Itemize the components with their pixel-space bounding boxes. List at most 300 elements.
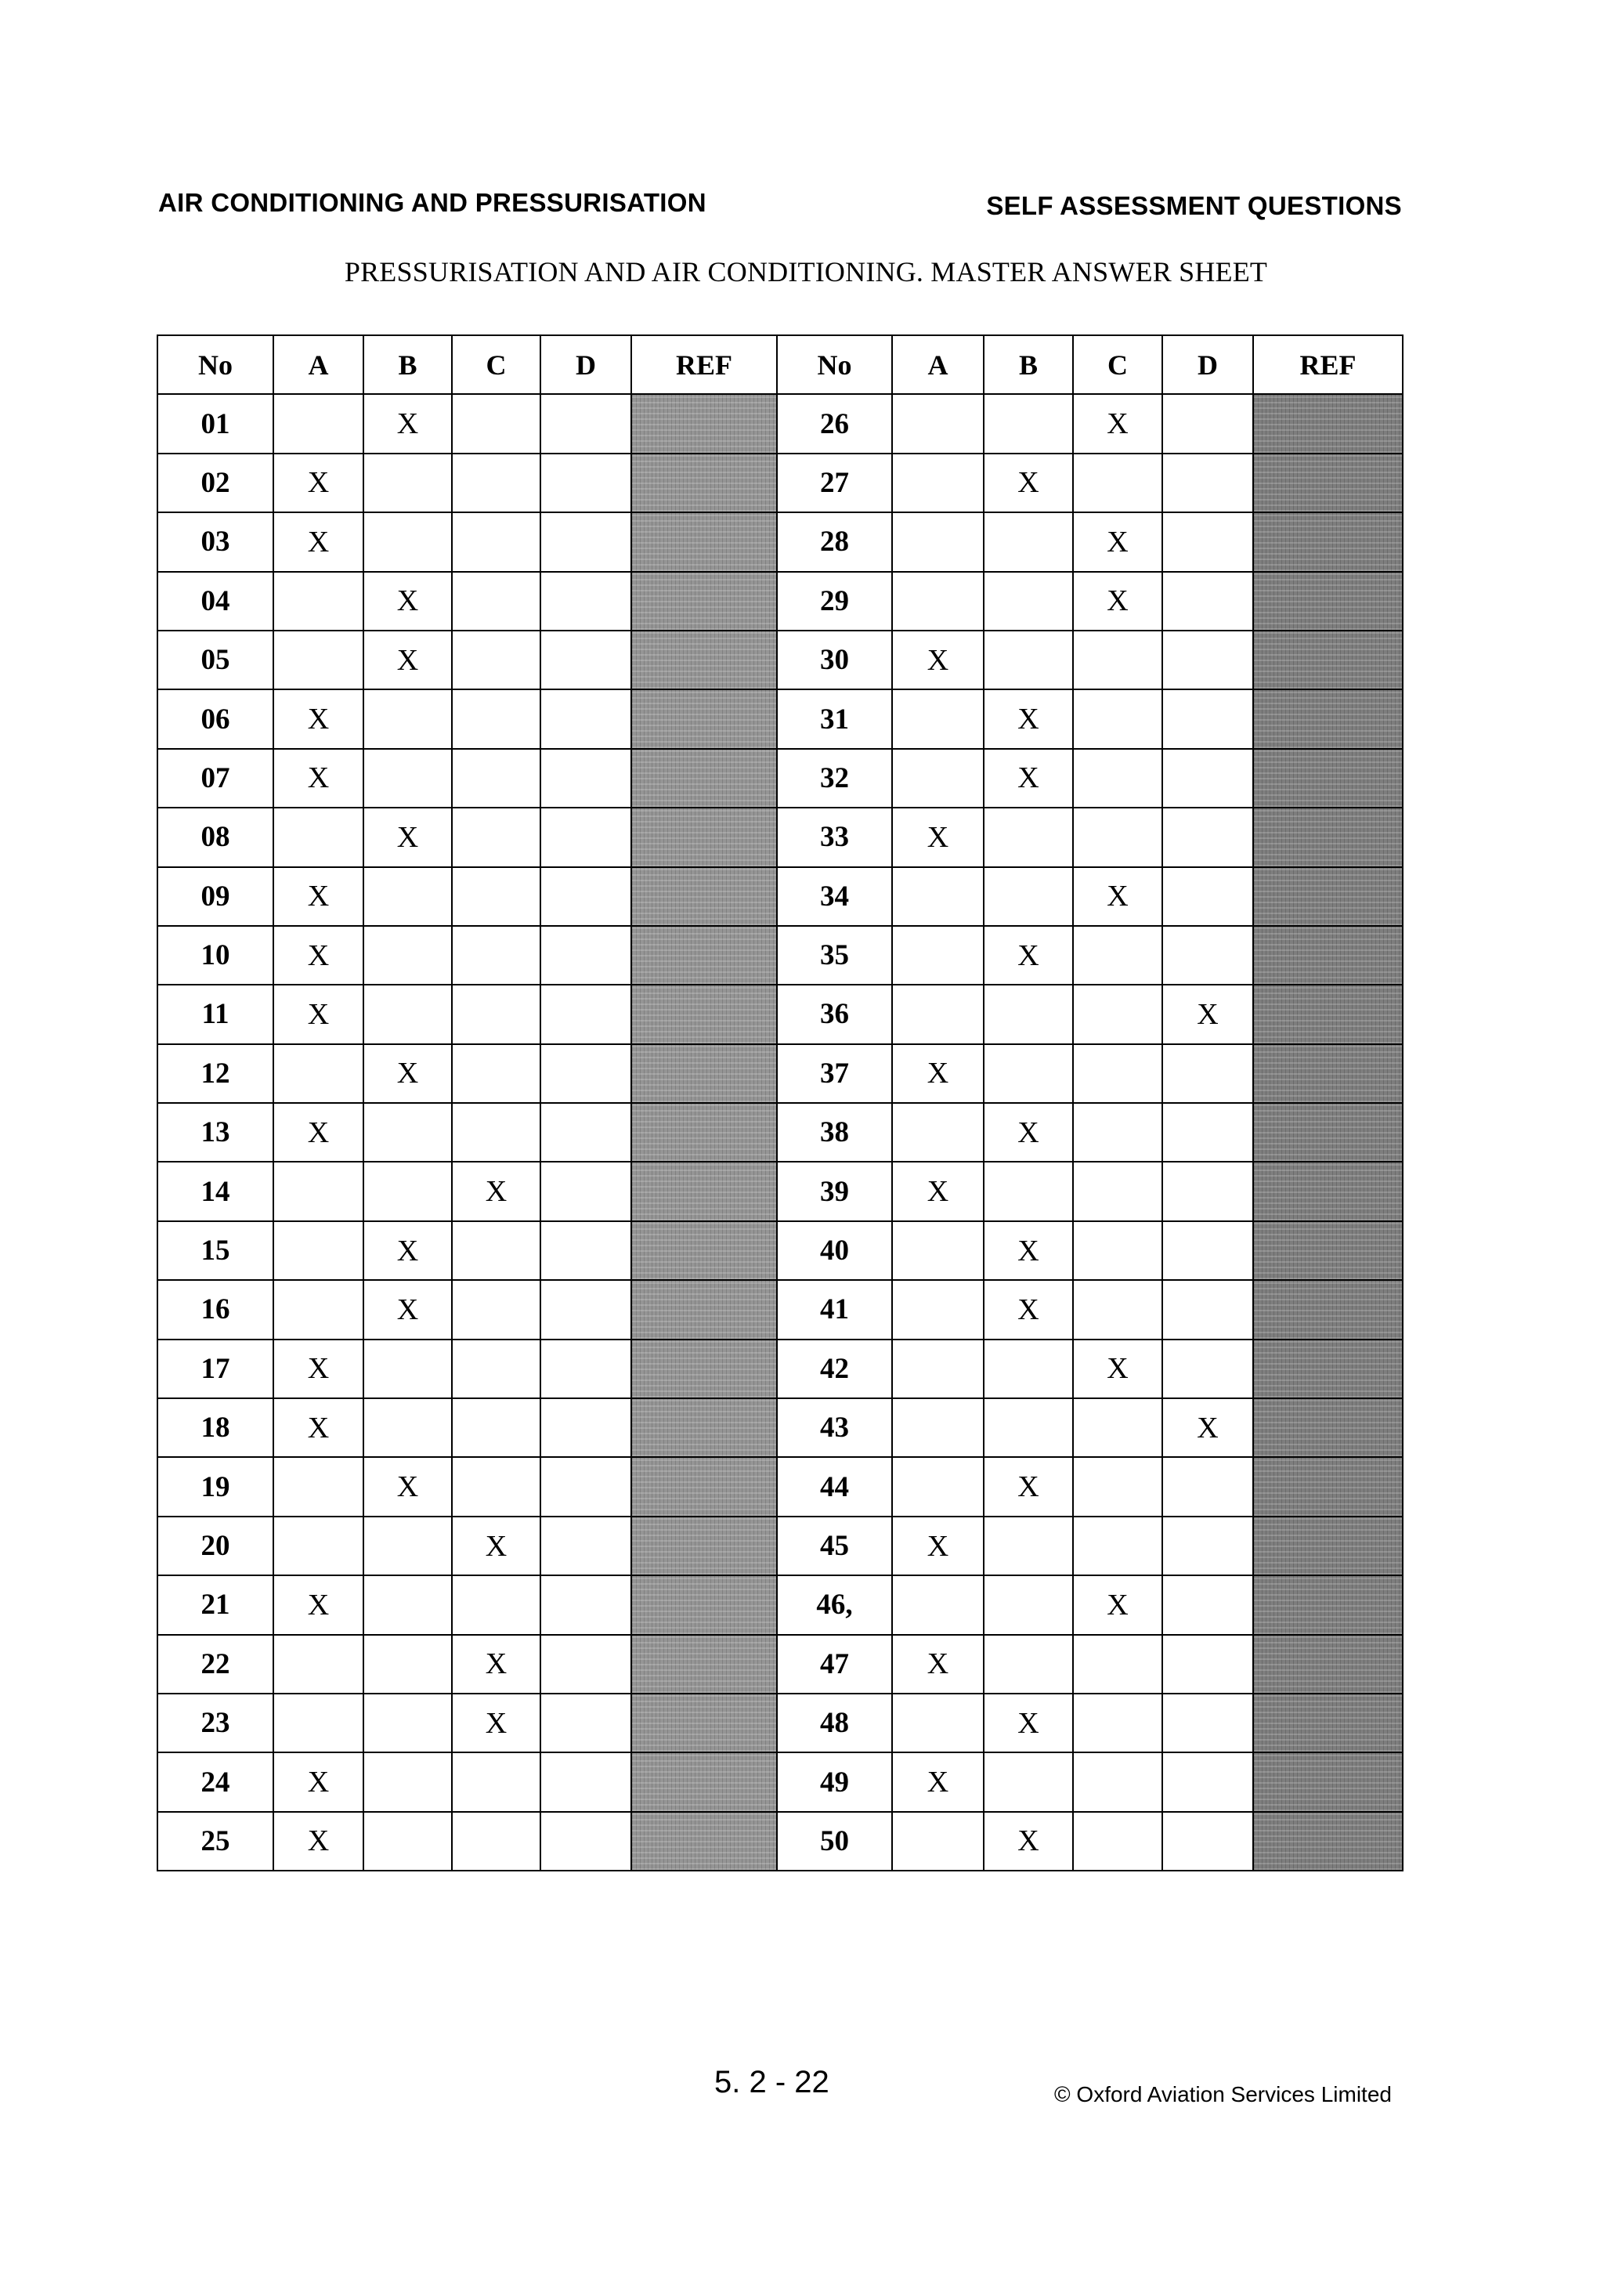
answer-b-cell (984, 1340, 1073, 1398)
answer-b-cell (363, 1812, 452, 1871)
question-number: 05 (157, 631, 273, 689)
answer-d-cell (1162, 1457, 1253, 1516)
ref-cell (631, 926, 777, 985)
answer-c-cell (1073, 808, 1162, 866)
question-number: 16 (157, 1280, 273, 1339)
answer-d-cell (540, 1398, 631, 1457)
table-row (157, 1103, 1403, 1162)
ref-cell (631, 689, 777, 748)
answer-b-cell (363, 454, 452, 512)
answer-a-cell (892, 689, 984, 748)
table-row (157, 749, 1403, 808)
answer-c-cell (452, 1280, 540, 1339)
answer-d-cell (540, 1694, 631, 1752)
answer-d-cell (540, 749, 631, 808)
ref-cell (631, 454, 777, 512)
col-header-ref-left: REF (631, 335, 777, 394)
answer-d-cell (1162, 1103, 1253, 1162)
answer-c-cell (452, 572, 540, 631)
answer-c-cell: X (1073, 1340, 1162, 1398)
answer-d-cell (540, 867, 631, 926)
answer-c-cell (452, 985, 540, 1043)
answer-d-cell (540, 1280, 631, 1339)
answer-d-cell (1162, 512, 1253, 571)
ref-cell (631, 1221, 777, 1280)
answer-a-cell: X (892, 1517, 984, 1575)
answer-a-cell (892, 926, 984, 985)
answer-d-cell (540, 689, 631, 748)
answer-c-cell (1073, 454, 1162, 512)
answer-b-cell: X (984, 1694, 1073, 1752)
answer-a-cell (273, 1635, 363, 1694)
ref-cell (1253, 926, 1403, 985)
answer-c-cell (452, 1044, 540, 1103)
answer-b-cell (363, 1103, 452, 1162)
answer-a-cell (892, 1398, 984, 1457)
answer-a-cell (273, 572, 363, 631)
running-header-section: SELF ASSESSMENT QUESTIONS (986, 191, 1402, 220)
table-row (157, 394, 1403, 453)
ref-cell (631, 1694, 777, 1752)
answer-b-cell (984, 1752, 1073, 1811)
question-number: 22 (157, 1635, 273, 1694)
col-header-b-right: B (984, 335, 1073, 394)
question-number: 04 (157, 572, 273, 631)
answer-d-cell (1162, 1340, 1253, 1398)
answer-c-cell (452, 689, 540, 748)
table-row (157, 1221, 1403, 1280)
question-number: 47 (777, 1635, 892, 1694)
question-number: 29 (777, 572, 892, 631)
answer-c-cell (452, 1812, 540, 1871)
answer-c-cell (452, 1457, 540, 1516)
ref-cell (1253, 1575, 1403, 1634)
answer-a-cell (892, 1340, 984, 1398)
answer-d-cell (1162, 1044, 1253, 1103)
question-number: 35 (777, 926, 892, 985)
answer-b-cell (363, 1162, 452, 1220)
question-number: 24 (157, 1752, 273, 1811)
ref-cell (1253, 1398, 1403, 1457)
ref-cell (1253, 689, 1403, 748)
ref-cell (631, 985, 777, 1043)
answer-a-cell: X (273, 867, 363, 926)
answer-d-cell (1162, 749, 1253, 808)
answer-d-cell (1162, 1517, 1253, 1575)
question-number: 45 (777, 1517, 892, 1575)
ref-cell (631, 1103, 777, 1162)
answer-d-cell (1162, 808, 1253, 866)
ref-cell (631, 1398, 777, 1457)
answer-b-cell (984, 1162, 1073, 1220)
answer-d-cell (540, 512, 631, 571)
ref-cell (631, 512, 777, 571)
ref-cell (1253, 1635, 1403, 1694)
answer-d-cell (1162, 394, 1253, 453)
answer-a-cell: X (273, 1575, 363, 1634)
ref-cell (631, 808, 777, 866)
question-number: 06 (157, 689, 273, 748)
answer-b-cell: X (984, 689, 1073, 748)
answer-b-cell: X (363, 1280, 452, 1339)
answer-c-cell: X (1073, 867, 1162, 926)
answer-a-cell (273, 1694, 363, 1752)
answer-b-cell: X (984, 454, 1073, 512)
ref-cell (1253, 572, 1403, 631)
answer-c-cell (452, 512, 540, 571)
question-number: 27 (777, 454, 892, 512)
answer-d-cell (540, 1812, 631, 1871)
answer-b-cell (363, 1752, 452, 1811)
table-row (157, 689, 1403, 748)
answer-b-cell: X (363, 572, 452, 631)
answer-d-cell (1162, 1280, 1253, 1339)
answer-d-cell: X (1162, 985, 1253, 1043)
answer-c-cell (452, 394, 540, 453)
ref-cell (1253, 985, 1403, 1043)
ref-cell (1253, 394, 1403, 453)
answer-b-cell: X (363, 1221, 452, 1280)
answer-d-cell (1162, 572, 1253, 631)
ref-cell (1253, 1517, 1403, 1575)
running-header-topic: AIR CONDITIONING AND PRESSURISATION (158, 188, 706, 217)
answer-c-cell (1073, 1517, 1162, 1575)
answer-d-cell (540, 1517, 631, 1575)
answer-d-cell (540, 1635, 631, 1694)
answer-c-cell (1073, 1103, 1162, 1162)
answer-d-cell (1162, 454, 1253, 512)
answer-d-cell (540, 1162, 631, 1220)
question-number: 14 (157, 1162, 273, 1220)
answer-a-cell: X (892, 1044, 984, 1103)
question-number: 49 (777, 1752, 892, 1811)
question-number: 10 (157, 926, 273, 985)
answer-c-cell (1073, 1457, 1162, 1516)
ref-cell (1253, 631, 1403, 689)
answer-b-cell: X (984, 1812, 1073, 1871)
answer-c-cell (452, 1340, 540, 1398)
answer-c-cell (1073, 1221, 1162, 1280)
ref-cell (1253, 1812, 1403, 1871)
question-number: 02 (157, 454, 273, 512)
answer-c-cell (1073, 1812, 1162, 1871)
ref-cell (631, 1457, 777, 1516)
answer-b-cell (363, 926, 452, 985)
answer-b-cell (363, 1575, 452, 1634)
answer-a-cell (892, 985, 984, 1043)
answer-b-cell (984, 1575, 1073, 1634)
answer-d-cell (540, 572, 631, 631)
answer-d-cell (540, 631, 631, 689)
ref-cell (631, 1635, 777, 1694)
answer-a-cell: X (273, 689, 363, 748)
answer-b-cell: X (984, 749, 1073, 808)
ref-cell (1253, 1103, 1403, 1162)
answer-a-cell: X (273, 985, 363, 1043)
answer-d-cell (540, 1575, 631, 1634)
answer-d-cell (1162, 1221, 1253, 1280)
answer-a-cell: X (273, 1398, 363, 1457)
ref-cell (1253, 1457, 1403, 1516)
answer-a-cell (892, 1221, 984, 1280)
answer-a-cell: X (273, 1103, 363, 1162)
ref-cell (631, 1752, 777, 1811)
ref-cell (1253, 867, 1403, 926)
answer-d-cell (1162, 1752, 1253, 1811)
answer-b-cell (984, 394, 1073, 453)
answer-c-cell (1073, 1752, 1162, 1811)
answer-b-cell: X (984, 926, 1073, 985)
answer-a-cell: X (892, 1752, 984, 1811)
col-header-c-right: C (1073, 335, 1162, 394)
answer-b-cell: X (984, 1280, 1073, 1339)
question-number: 28 (777, 512, 892, 571)
answer-c-cell (1073, 1694, 1162, 1752)
answer-d-cell (1162, 1575, 1253, 1634)
answer-b-cell (363, 1517, 452, 1575)
answer-c-cell (452, 1221, 540, 1280)
question-number: 34 (777, 867, 892, 926)
answer-b-cell (984, 808, 1073, 866)
answer-d-cell: X (1162, 1398, 1253, 1457)
answer-b-cell (363, 867, 452, 926)
question-number: 15 (157, 1221, 273, 1280)
sheet-title: PRESSURISATION AND AIR CONDITIONING. MASTER ANSWER SHEET (344, 256, 1268, 287)
answer-c-cell (452, 749, 540, 808)
answer-c-cell (1073, 926, 1162, 985)
answer-a-cell (892, 1280, 984, 1339)
answer-c-cell (452, 454, 540, 512)
answer-b-cell (984, 1398, 1073, 1457)
question-number: 50 (777, 1812, 892, 1871)
question-number: 40 (777, 1221, 892, 1280)
table-row (157, 1457, 1403, 1516)
question-number: 32 (777, 749, 892, 808)
answer-a-cell (273, 808, 363, 866)
ref-cell (1253, 1340, 1403, 1398)
table-row (157, 1162, 1403, 1220)
answer-a-cell (892, 1694, 984, 1752)
answer-b-cell (363, 1635, 452, 1694)
ref-cell (1253, 454, 1403, 512)
table-row (157, 1517, 1403, 1575)
answer-b-cell (984, 512, 1073, 571)
table-row (157, 1812, 1403, 1871)
ref-cell (1253, 1280, 1403, 1339)
answer-c-cell (1073, 1162, 1162, 1220)
ref-cell (631, 1280, 777, 1339)
question-number: 30 (777, 631, 892, 689)
question-number: 39 (777, 1162, 892, 1220)
answer-c-cell: X (1073, 394, 1162, 453)
answer-d-cell (540, 985, 631, 1043)
question-number: 23 (157, 1694, 273, 1752)
answer-a-cell: X (273, 512, 363, 571)
table-row (157, 1752, 1403, 1811)
answer-b-cell (984, 867, 1073, 926)
answer-d-cell (1162, 1635, 1253, 1694)
question-number: 31 (777, 689, 892, 748)
answer-c-cell: X (452, 1517, 540, 1575)
answer-a-cell (273, 1280, 363, 1339)
answer-a-cell (892, 1575, 984, 1634)
col-header-no-right: No (777, 335, 892, 394)
answer-b-cell: X (984, 1103, 1073, 1162)
question-number: 12 (157, 1044, 273, 1103)
answer-d-cell (540, 1103, 631, 1162)
ref-cell (631, 1044, 777, 1103)
copyright-notice: © Oxford Aviation Services Limited (1054, 2082, 1392, 2106)
answer-a-cell (273, 631, 363, 689)
question-number: 09 (157, 867, 273, 926)
answer-c-cell (1073, 985, 1162, 1043)
answer-b-cell (363, 985, 452, 1043)
answer-b-cell: X (363, 394, 452, 453)
question-number: 41 (777, 1280, 892, 1339)
answer-d-cell (1162, 1812, 1253, 1871)
answer-a-cell: X (892, 631, 984, 689)
answer-b-cell: X (363, 1457, 452, 1516)
question-number: 44 (777, 1457, 892, 1516)
answer-c-cell: X (452, 1635, 540, 1694)
answer-a-cell (892, 394, 984, 453)
answer-c-cell (1073, 1044, 1162, 1103)
col-header-a-right: A (892, 335, 984, 394)
answer-c-cell (452, 631, 540, 689)
answer-d-cell (1162, 867, 1253, 926)
ref-cell (1253, 1752, 1403, 1811)
ref-cell (1253, 1162, 1403, 1220)
ref-cell (631, 749, 777, 808)
ref-cell (1253, 512, 1403, 571)
question-number: 08 (157, 808, 273, 866)
table-row (157, 1398, 1403, 1457)
answer-c-cell (1073, 1398, 1162, 1457)
table-row (157, 512, 1403, 571)
answer-b-cell (984, 572, 1073, 631)
answer-a-cell: X (273, 749, 363, 808)
answer-a-cell (273, 1044, 363, 1103)
answer-a-cell (892, 454, 984, 512)
question-number: 07 (157, 749, 273, 808)
question-number: 19 (157, 1457, 273, 1516)
ref-cell (631, 631, 777, 689)
answer-c-cell: X (1073, 572, 1162, 631)
answer-c-cell: X (1073, 512, 1162, 571)
answer-a-cell (892, 512, 984, 571)
ref-cell (631, 1575, 777, 1634)
col-header-d-right: D (1162, 335, 1253, 394)
answer-d-cell (540, 808, 631, 866)
answer-b-cell (363, 1398, 452, 1457)
answer-a-cell: X (892, 808, 984, 866)
answer-a-cell: X (273, 1812, 363, 1871)
answer-a-cell: X (892, 1162, 984, 1220)
answer-d-cell (540, 1340, 631, 1398)
ref-cell (631, 572, 777, 631)
answer-a-cell: X (273, 926, 363, 985)
table-row (157, 1280, 1403, 1339)
answer-d-cell (540, 454, 631, 512)
answer-d-cell (1162, 1694, 1253, 1752)
question-number: 48 (777, 1694, 892, 1752)
table-row (157, 926, 1403, 985)
answer-a-cell (892, 867, 984, 926)
answer-b-cell (363, 1340, 452, 1398)
ref-cell (631, 1812, 777, 1871)
answer-b-cell (984, 985, 1073, 1043)
answer-b-cell: X (363, 1044, 452, 1103)
answer-b-cell: X (984, 1457, 1073, 1516)
table-row (157, 1044, 1403, 1103)
header-row (157, 335, 1403, 394)
answer-a-cell (273, 394, 363, 453)
ref-cell (631, 394, 777, 453)
answer-d-cell (540, 1457, 631, 1516)
answer-rows (157, 394, 1403, 1871)
col-header-ref-right: REF (1253, 335, 1403, 394)
col-header-d-left: D (540, 335, 631, 394)
ref-cell (1253, 1221, 1403, 1280)
table-row (157, 985, 1403, 1043)
table-row (157, 1694, 1403, 1752)
question-number: 21 (157, 1575, 273, 1634)
table-row (157, 1340, 1403, 1398)
answer-a-cell: X (273, 454, 363, 512)
col-header-no-left: No (157, 335, 273, 394)
answer-d-cell (1162, 689, 1253, 748)
ref-cell (1253, 1694, 1403, 1752)
answer-c-cell (452, 1398, 540, 1457)
answer-b-cell: X (363, 631, 452, 689)
question-number: 33 (777, 808, 892, 866)
question-number: 13 (157, 1103, 273, 1162)
col-header-b-left: B (363, 335, 452, 394)
answer-c-cell (452, 1575, 540, 1634)
table-row (157, 808, 1403, 866)
answer-b-cell (984, 631, 1073, 689)
col-header-c-left: C (452, 335, 540, 394)
answer-c-cell (1073, 1280, 1162, 1339)
table-row (157, 631, 1403, 689)
answer-d-cell (540, 926, 631, 985)
table-row (157, 1575, 1403, 1634)
question-number: 18 (157, 1398, 273, 1457)
answer-a-cell: X (273, 1340, 363, 1398)
answer-c-cell: X (452, 1162, 540, 1220)
answer-d-cell (540, 1752, 631, 1811)
answer-d-cell (1162, 926, 1253, 985)
ref-cell (631, 1340, 777, 1398)
answer-c-cell (1073, 1635, 1162, 1694)
answer-c-cell (452, 1103, 540, 1162)
answer-b-cell (984, 1517, 1073, 1575)
page-number: 5. 2 - 22 (714, 2065, 829, 2099)
ref-cell (1253, 808, 1403, 866)
question-number: 36 (777, 985, 892, 1043)
answer-a-cell (892, 749, 984, 808)
ref-cell (1253, 749, 1403, 808)
answer-a-cell (892, 1812, 984, 1871)
answer-sheet-table (157, 334, 1404, 1871)
answer-a-cell (892, 1103, 984, 1162)
ref-cell (631, 867, 777, 926)
answer-c-cell (452, 1752, 540, 1811)
question-number: 26 (777, 394, 892, 453)
answer-c-cell (452, 867, 540, 926)
table-row (157, 867, 1403, 926)
answer-c-cell (452, 808, 540, 866)
